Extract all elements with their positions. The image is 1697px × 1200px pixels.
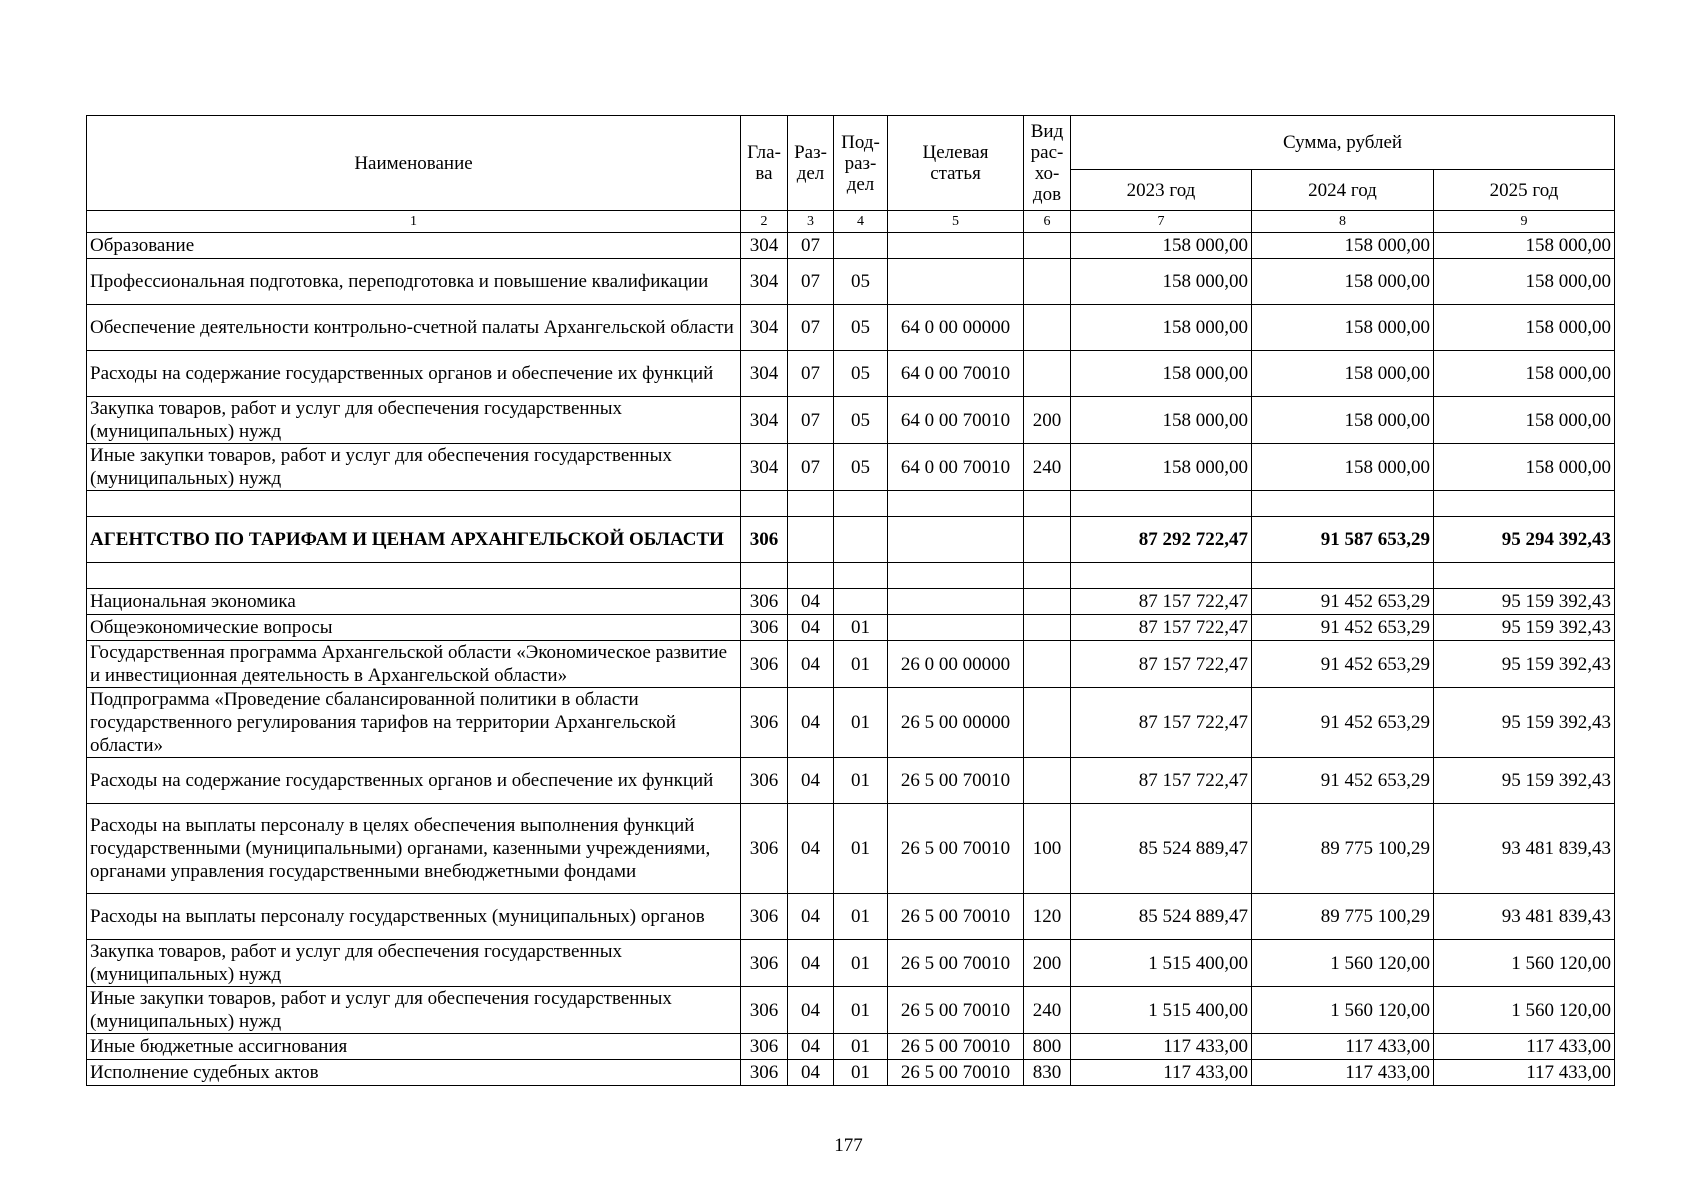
row-sum-2025: 95 294 392,43: [1434, 517, 1615, 563]
row-expense-type: [1024, 758, 1071, 804]
table-row: [87, 259, 1615, 305]
row-sum-2023: 87 157 722,47: [1071, 615, 1252, 641]
row-subsection: 05: [834, 351, 888, 397]
row-target: 64 0 00 70010: [888, 397, 1024, 444]
row-chapter: 306: [741, 1060, 788, 1086]
table-row: [87, 351, 1615, 397]
row-sum-2023: 117 433,00: [1071, 1034, 1252, 1060]
column-number: 5: [888, 211, 1024, 233]
header-section-text: Раз- дел: [794, 142, 827, 184]
row-name: АГЕНТСТВО ПО ТАРИФАМ И ЦЕНАМ АРХАНГЕЛЬСКОЙ ОБЛАСТИ: [87, 517, 741, 563]
row-name: Исполнение судебных актов: [87, 1060, 741, 1086]
table-row: [87, 233, 1615, 259]
row-sum-2024: 91 452 653,29: [1252, 758, 1434, 804]
table-row: [87, 758, 1615, 804]
column-number: 8: [1252, 211, 1434, 233]
row-sum-2024: 117 433,00: [1252, 1060, 1434, 1086]
row-expense-type: [1024, 517, 1071, 563]
column-number: 4: [834, 211, 888, 233]
row-expense-type: [1024, 233, 1071, 259]
row-subsection: 05: [834, 397, 888, 444]
row-name: Закупка товаров, работ и услуг для обеспечения государственных (муниципальных) нужд: [87, 940, 741, 987]
row-expense-type: 240: [1024, 444, 1071, 491]
header-sum: Сумма, рублей: [1071, 116, 1615, 170]
row-name: Национальная экономика: [87, 589, 741, 615]
row-sum-2023: 87 157 722,47: [1071, 688, 1252, 758]
row-sum-2023: 158 000,00: [1071, 397, 1252, 444]
row-sum-2025: 95 159 392,43: [1434, 615, 1615, 641]
row-section: 04: [788, 804, 834, 894]
header-subsection-text: Под- раз- дел: [841, 131, 880, 195]
row-sum-2025: 95 159 392,43: [1434, 758, 1615, 804]
row-subsection: 05: [834, 444, 888, 491]
table-row: [87, 305, 1615, 351]
row-sum-2024: 117 433,00: [1252, 1034, 1434, 1060]
row-target: 26 5 00 70010: [888, 940, 1024, 987]
spacer-row: [87, 563, 1615, 589]
row-sum-2023: 158 000,00: [1071, 351, 1252, 397]
empty-cell: [1071, 563, 1252, 589]
header-year-2024: 2024 год: [1252, 170, 1434, 211]
row-sum-2025: 95 159 392,43: [1434, 589, 1615, 615]
row-target: 26 5 00 70010: [888, 1060, 1024, 1086]
table-row: [87, 1034, 1615, 1060]
column-number: 2: [741, 211, 788, 233]
empty-cell: [741, 491, 788, 517]
table-row: [87, 804, 1615, 894]
row-subsection: 05: [834, 305, 888, 351]
row-chapter: 306: [741, 894, 788, 940]
row-name: Государственная программа Архангельской области «Экономическое развитие и инвестиционная деятельность в Архангельской области»: [87, 641, 741, 688]
row-name: Иные закупки товаров, работ и услуг для обеспечения государственных (муниципальных) нужд: [87, 987, 741, 1034]
row-chapter: 306: [741, 589, 788, 615]
table-row: [87, 894, 1615, 940]
row-chapter: 306: [741, 987, 788, 1034]
row-chapter: 306: [741, 804, 788, 894]
row-sum-2025: 117 433,00: [1434, 1060, 1615, 1086]
empty-cell: [1071, 491, 1252, 517]
row-sum-2023: 85 524 889,47: [1071, 894, 1252, 940]
row-section: 07: [788, 444, 834, 491]
row-chapter: 306: [741, 641, 788, 688]
header-chapter: [741, 116, 788, 211]
row-sum-2024: 158 000,00: [1252, 305, 1434, 351]
row-sum-2025: 1 560 120,00: [1434, 987, 1615, 1034]
row-chapter: 304: [741, 444, 788, 491]
row-chapter: 306: [741, 517, 788, 563]
row-chapter: 306: [741, 688, 788, 758]
row-subsection: 01: [834, 804, 888, 894]
row-subsection: [834, 233, 888, 259]
header-year-2025: 2025 год: [1434, 170, 1615, 211]
table-row: [87, 1060, 1615, 1086]
row-section: [788, 517, 834, 563]
row-section: 04: [788, 1034, 834, 1060]
row-chapter: 306: [741, 940, 788, 987]
row-name: Расходы на содержание государственных органов и обеспечение их функций: [87, 351, 741, 397]
row-target: 64 0 00 70010: [888, 351, 1024, 397]
row-chapter: 304: [741, 351, 788, 397]
row-expense-type: 120: [1024, 894, 1071, 940]
row-target: 26 5 00 70010: [888, 894, 1024, 940]
row-sum-2023: 87 157 722,47: [1071, 758, 1252, 804]
row-section: 04: [788, 940, 834, 987]
row-subsection: 01: [834, 894, 888, 940]
column-number: 7: [1071, 211, 1252, 233]
row-sum-2024: 158 000,00: [1252, 444, 1434, 491]
row-name: Иные бюджетные ассигнования: [87, 1034, 741, 1060]
row-name: Профессиональная подготовка, переподготовка и повышение квалификации: [87, 259, 741, 305]
row-subsection: 01: [834, 641, 888, 688]
header-expense-type: [1024, 116, 1071, 211]
row-sum-2024: 91 452 653,29: [1252, 615, 1434, 641]
header-chapter-text: Гла- ва: [747, 142, 781, 184]
row-sum-2025: 158 000,00: [1434, 305, 1615, 351]
row-name: Образование: [87, 233, 741, 259]
row-expense-type: 200: [1024, 397, 1071, 444]
row-sum-2023: 1 515 400,00: [1071, 987, 1252, 1034]
row-target: 26 5 00 70010: [888, 758, 1024, 804]
column-number: 1: [87, 211, 741, 233]
table-header: [87, 116, 1615, 233]
row-sum-2025: 158 000,00: [1434, 444, 1615, 491]
budget-table: [86, 115, 1615, 1086]
row-sum-2024: 158 000,00: [1252, 259, 1434, 305]
empty-cell: [1024, 563, 1071, 589]
row-chapter: 304: [741, 397, 788, 444]
row-target: [888, 615, 1024, 641]
row-sum-2025: 1 560 120,00: [1434, 940, 1615, 987]
row-chapter: 306: [741, 1034, 788, 1060]
row-section: 04: [788, 758, 834, 804]
row-subsection: 01: [834, 1060, 888, 1086]
row-expense-type: 240: [1024, 987, 1071, 1034]
row-target: 64 0 00 00000: [888, 305, 1024, 351]
row-name: Расходы на выплаты персоналу в целях обеспечения выполнения функций государственными (муниципальными) органами, казенными учреждениями, органами управления государственными внебюджетными фондами: [87, 804, 741, 894]
row-expense-type: [1024, 305, 1071, 351]
row-chapter: 304: [741, 233, 788, 259]
row-target: [888, 259, 1024, 305]
row-expense-type: 100: [1024, 804, 1071, 894]
row-name: Подпрограмма «Проведение сбалансированной политики в области государственного регулирования тарифов на территории Архангельской области»: [87, 688, 741, 758]
row-sum-2023: 87 157 722,47: [1071, 641, 1252, 688]
row-name: Закупка товаров, работ и услуг для обеспечения государственных (муниципальных) нужд: [87, 397, 741, 444]
table-row: [87, 688, 1615, 758]
row-expense-type: [1024, 688, 1071, 758]
table-row: [87, 641, 1615, 688]
row-sum-2025: 95 159 392,43: [1434, 641, 1615, 688]
row-section: 04: [788, 641, 834, 688]
row-subsection: 01: [834, 688, 888, 758]
empty-cell: [788, 491, 834, 517]
row-sum-2025: 117 433,00: [1434, 1034, 1615, 1060]
table-row: [87, 517, 1615, 563]
row-subsection: 01: [834, 940, 888, 987]
table-row: [87, 940, 1615, 987]
empty-cell: [788, 563, 834, 589]
row-chapter: 306: [741, 615, 788, 641]
row-sum-2024: 158 000,00: [1252, 233, 1434, 259]
row-section: 07: [788, 305, 834, 351]
row-name: Обеспечение деятельности контрольно-счетной палаты Архангельской области: [87, 305, 741, 351]
row-sum-2023: 117 433,00: [1071, 1060, 1252, 1086]
row-subsection: 05: [834, 259, 888, 305]
row-sum-2023: 87 157 722,47: [1071, 589, 1252, 615]
row-sum-2025: 158 000,00: [1434, 233, 1615, 259]
row-target: 26 5 00 70010: [888, 1034, 1024, 1060]
row-sum-2025: 95 159 392,43: [1434, 688, 1615, 758]
row-sum-2023: 158 000,00: [1071, 233, 1252, 259]
header-target: [888, 116, 1024, 211]
row-name: Расходы на содержание государственных органов и обеспечение их функций: [87, 758, 741, 804]
row-target: [888, 517, 1024, 563]
row-expense-type: 800: [1024, 1034, 1071, 1060]
row-sum-2025: 93 481 839,43: [1434, 894, 1615, 940]
table-row: [87, 615, 1615, 641]
row-chapter: 304: [741, 259, 788, 305]
row-target: [888, 589, 1024, 615]
column-number: 3: [788, 211, 834, 233]
row-section: 04: [788, 589, 834, 615]
row-target: 64 0 00 70010: [888, 444, 1024, 491]
column-number: 9: [1434, 211, 1615, 233]
empty-cell: [741, 563, 788, 589]
row-section: 04: [788, 894, 834, 940]
empty-cell: [888, 563, 1024, 589]
row-sum-2024: 158 000,00: [1252, 351, 1434, 397]
header-year-2023: 2023 год: [1071, 170, 1252, 211]
empty-cell: [87, 563, 741, 589]
row-section: 04: [788, 1060, 834, 1086]
empty-cell: [834, 563, 888, 589]
row-expense-type: 830: [1024, 1060, 1071, 1086]
row-expense-type: 200: [1024, 940, 1071, 987]
empty-cell: [1252, 563, 1434, 589]
table-row: [87, 589, 1615, 615]
row-sum-2023: 158 000,00: [1071, 259, 1252, 305]
column-number-row: [87, 211, 1615, 233]
row-sum-2024: 91 452 653,29: [1252, 589, 1434, 615]
table-body: [87, 233, 1615, 1086]
page-number: 177: [834, 1135, 863, 1156]
row-section: 04: [788, 688, 834, 758]
row-sum-2024: 158 000,00: [1252, 397, 1434, 444]
header-target-text: Целевая статья: [922, 142, 989, 184]
row-sum-2024: 1 560 120,00: [1252, 987, 1434, 1034]
row-sum-2024: 91 452 653,29: [1252, 688, 1434, 758]
row-sum-2024: 91 452 653,29: [1252, 641, 1434, 688]
row-sum-2023: 1 515 400,00: [1071, 940, 1252, 987]
row-expense-type: [1024, 589, 1071, 615]
row-target: [888, 233, 1024, 259]
row-section: 04: [788, 615, 834, 641]
row-section: 07: [788, 351, 834, 397]
row-expense-type: [1024, 641, 1071, 688]
row-name: Иные закупки товаров, работ и услуг для обеспечения государственных (муниципальных) нужд: [87, 444, 741, 491]
row-sum-2024: 89 775 100,29: [1252, 804, 1434, 894]
empty-cell: [1252, 491, 1434, 517]
row-subsection: 01: [834, 1034, 888, 1060]
row-name: Расходы на выплаты персоналу государственных (муниципальных) органов: [87, 894, 741, 940]
row-target: 26 0 00 00000: [888, 641, 1024, 688]
row-subsection: [834, 517, 888, 563]
header-name: Наименование: [87, 116, 741, 211]
empty-cell: [87, 491, 741, 517]
row-sum-2025: 158 000,00: [1434, 259, 1615, 305]
row-target: 26 5 00 70010: [888, 804, 1024, 894]
spacer-row: [87, 491, 1615, 517]
empty-cell: [1024, 491, 1071, 517]
row-sum-2025: 93 481 839,43: [1434, 804, 1615, 894]
row-subsection: 01: [834, 987, 888, 1034]
row-name: Общеэкономические вопросы: [87, 615, 741, 641]
row-sum-2025: 158 000,00: [1434, 351, 1615, 397]
table-row: [87, 987, 1615, 1034]
column-number: 6: [1024, 211, 1071, 233]
header-section: [788, 116, 834, 211]
row-sum-2024: 89 775 100,29: [1252, 894, 1434, 940]
row-chapter: 304: [741, 305, 788, 351]
row-sum-2023: 158 000,00: [1071, 305, 1252, 351]
row-subsection: 01: [834, 615, 888, 641]
row-sum-2023: 87 292 722,47: [1071, 517, 1252, 563]
row-section: 04: [788, 987, 834, 1034]
empty-cell: [1434, 491, 1615, 517]
row-expense-type: [1024, 351, 1071, 397]
row-chapter: 306: [741, 758, 788, 804]
row-section: 07: [788, 259, 834, 305]
empty-cell: [888, 491, 1024, 517]
row-target: 26 5 00 70010: [888, 987, 1024, 1034]
header-expense-type-text: Вид рас- хо- дов: [1030, 121, 1064, 205]
row-expense-type: [1024, 259, 1071, 305]
row-sum-2025: 158 000,00: [1434, 397, 1615, 444]
row-section: 07: [788, 233, 834, 259]
table-row: [87, 397, 1615, 444]
header-subsection: [834, 116, 888, 211]
row-sum-2023: 158 000,00: [1071, 444, 1252, 491]
row-sum-2023: 85 524 889,47: [1071, 804, 1252, 894]
empty-cell: [834, 491, 888, 517]
row-sum-2024: 91 587 653,29: [1252, 517, 1434, 563]
row-target: 26 5 00 00000: [888, 688, 1024, 758]
row-subsection: 01: [834, 758, 888, 804]
header-row-top: [87, 116, 1615, 170]
row-expense-type: [1024, 615, 1071, 641]
table-row: [87, 444, 1615, 491]
row-subsection: [834, 589, 888, 615]
row-sum-2024: 1 560 120,00: [1252, 940, 1434, 987]
row-section: 07: [788, 397, 834, 444]
empty-cell: [1434, 563, 1615, 589]
